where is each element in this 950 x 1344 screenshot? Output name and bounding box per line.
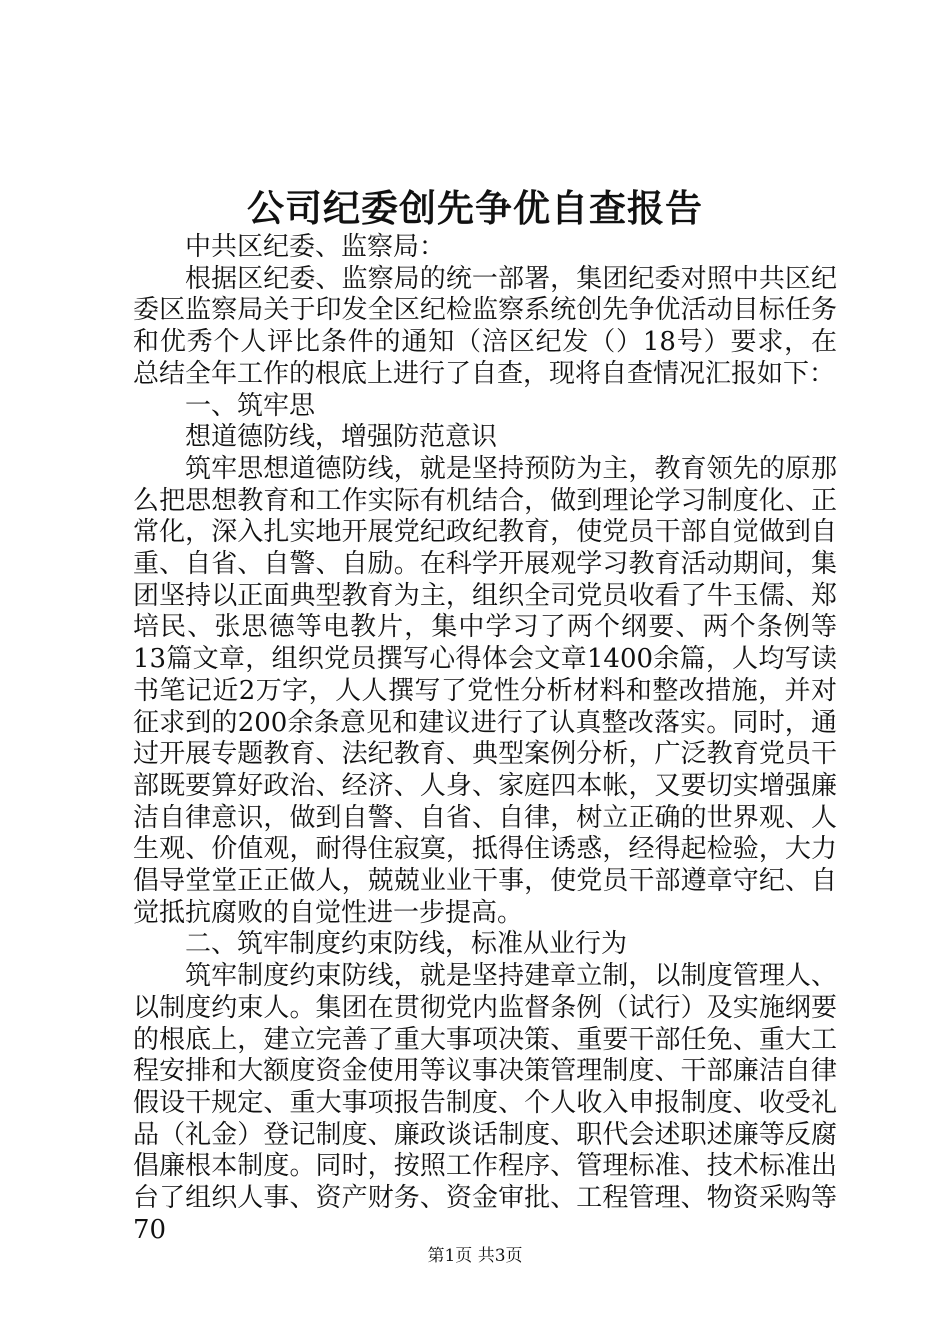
page-footer: 第1页 共3页 <box>427 1246 523 1266</box>
salutation: 中共区纪委、监察局： <box>185 232 446 262</box>
paragraph-section-1: 筑牢思想道德防线，就是坚持预防为主，教育领先的原那么把思想教育和工作实际有机结合，做到理论学习制度化、正常化，深入扎实地开展党纪政纪教育，使党员干部自觉做到自重、自省、自警、自励。在科学开展观学习教育活动期间，集团坚持以正面典型教育为主，组织全司党员收看了牛玉儒、郑培民、张思德等电教片，集中学习了两个纲要、两个条例等13篇文章，组织党员撰写心得体会文章1400余篇，人均写读书笔记近2万字，人人撰写了党性分析材料和整改措施，并对征求到的200余条意见和建议进行了认真整改落实。同时，通过开展专题教育、法纪教育、典型案例分析，广泛教育党员干部既要算好政治、经济、人身、家庭四本帐，又要切实增强廉洁自律意识，做到自警、自省、自律，树立正确的世界观、人生观、价值观，耐得住寂寞，抵得住诱惑，经得起检验，大力倡导堂堂正正做人，兢兢业业干事，使党员干部遵章守纪、自觉抵抗腐败的自觉性进一步提高。 <box>133 453 837 928</box>
section-heading-1-part-1: 一、筑牢思 <box>185 390 316 421</box>
document-body <box>133 232 837 1247</box>
section-heading-2: 二、筑牢制度约束防线，标准从业行为 <box>185 929 628 960</box>
section-heading-1-part-2: 想道德防线，增强防范意识 <box>185 422 498 453</box>
document-title: 公司纪委创先争优自查报告 <box>247 186 703 230</box>
paragraph-section-2: 筑牢制度约束防线，就是坚持建章立制，以制度管理人、以制度约束人。集团在贯彻党内监督条例（试行）及实施纲要的根底上，建立完善了重大事项决策、重要干部任免、重大工程安排和大额度资金使用等议事决策管理制度、干部廉洁自律假设干规定、重大事项报告制度、个人收入申报制度、收受礼品（礼金）登记制度、廉政谈话制度、职代会述职述廉等反腐倡廉根本制度。同时，按照工作程序、管理标准、技术标准出台了组织人事、资产财务、资金审批、工程管理、物资采购等70 <box>133 961 837 1245</box>
paragraph-intro: 根据区纪委、监察局的统一部署，集团纪委对照中共区纪委区监察局关于印发全区纪检监察系统创先争优活动目标任务和优秀个人评比条件的通知（涪区纪发（）18号）要求，在总结全年工作的根底上进行了自查，现将自查情况汇报如下： <box>133 263 837 389</box>
